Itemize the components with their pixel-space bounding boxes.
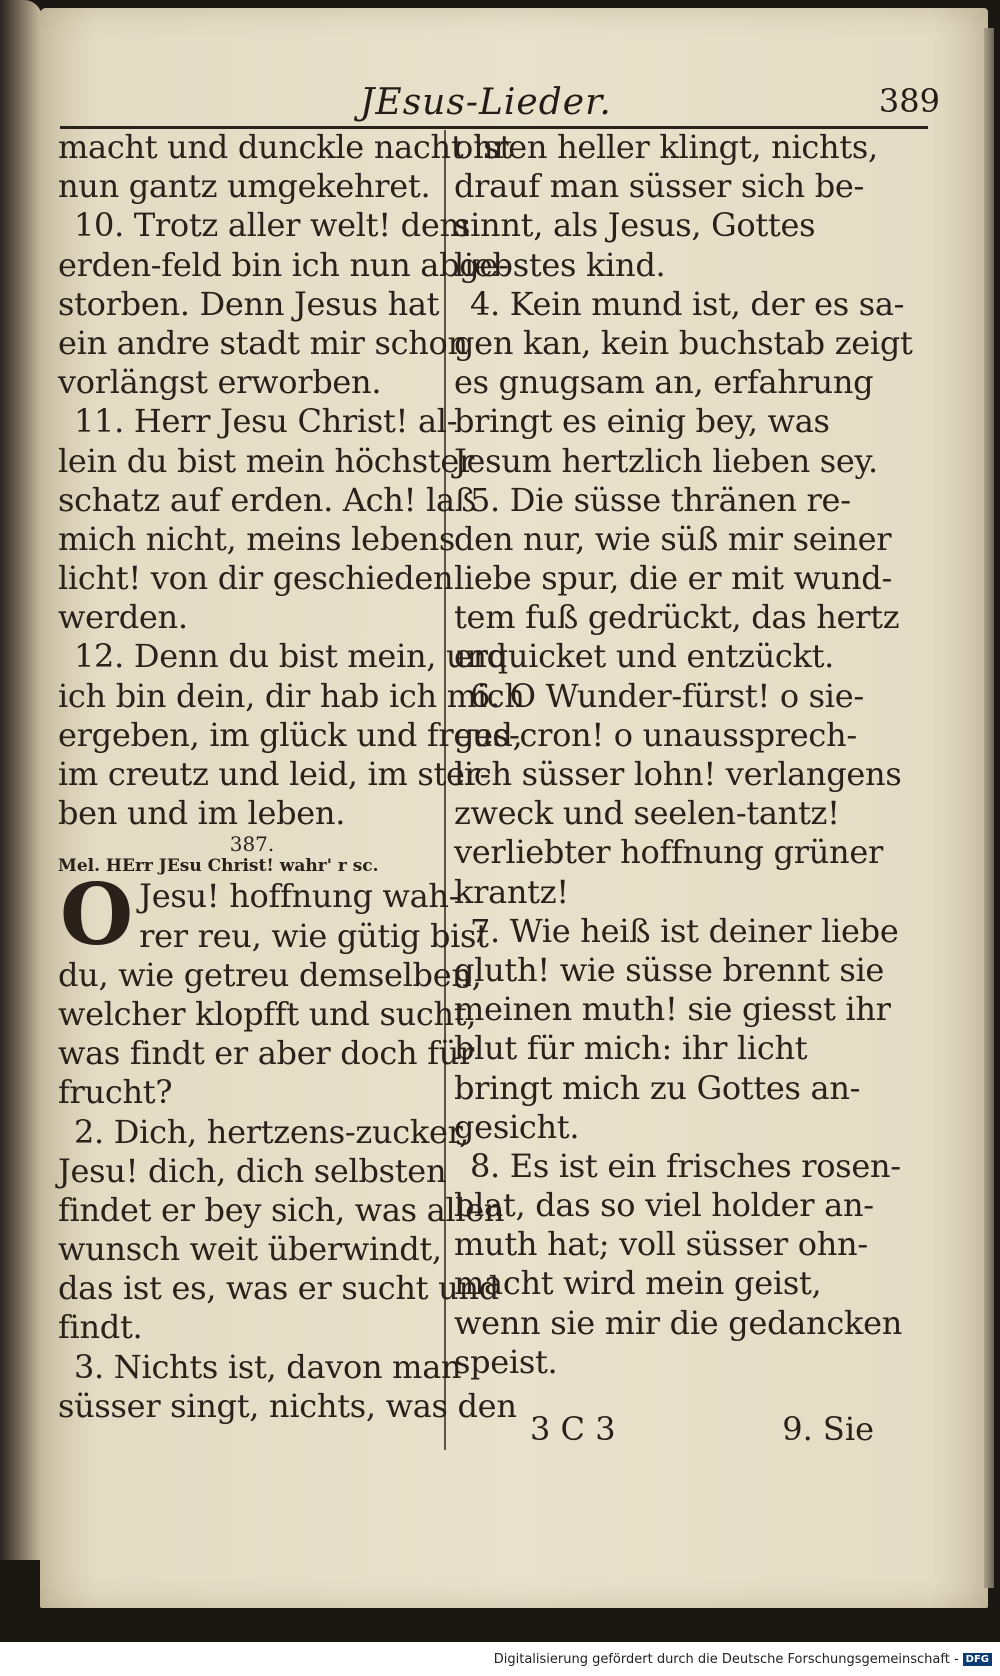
text-line: frucht?	[58, 1073, 173, 1112]
text-line: gesicht.	[454, 1107, 580, 1146]
text-line: bringt mich zu Gottes an-	[454, 1068, 861, 1107]
text-line: ein andre stadt mir schon	[58, 323, 468, 362]
text-line: sinnt, als Jesus, Gottes	[454, 206, 816, 245]
text-line: wunsch weit überwindt,	[58, 1230, 442, 1269]
text-line: 12. Denn du bist mein, und	[74, 637, 507, 676]
text-line: verliebter hoffnung grüner	[454, 833, 883, 872]
text-line: erquicket und entzückt.	[454, 637, 835, 676]
facing-page-edge	[0, 0, 42, 1560]
text-line: drauf man süsser sich be-	[454, 167, 865, 206]
text-line: ben und im leben.	[58, 794, 346, 833]
text-line: wenn sie mir die gedancken	[454, 1303, 903, 1342]
text-line: gluth! wie süsse brennt sie	[454, 950, 885, 989]
text-line: den nur, wie süß mir seiner	[454, 519, 892, 558]
text-line: 8. Es ist ein frisches rosen-	[470, 1146, 901, 1185]
text-line: gen kan, kein buchstab zeigt	[454, 323, 913, 362]
text-line: tem fuß gedrückt, das hertz	[454, 598, 900, 637]
text-line: 7. Wie heiß ist deiner liebe	[470, 911, 899, 950]
text-line: 11. Herr Jesu Christ! al-	[74, 402, 458, 441]
text-line: licht! von dir geschieden	[58, 559, 454, 598]
text-line: 4. Kein mund ist, der es sa-	[470, 284, 905, 323]
signature-mark: 3 C 3	[530, 1410, 616, 1448]
credit-text: Digitalisierung gefördert durch die Deutsche Forschungsgemeinschaft -	[493, 1652, 959, 1667]
text-line: liebstes kind.	[454, 245, 666, 284]
text-line: nun gantz umgekehret.	[58, 167, 431, 206]
text-line: zweck und seelen-tantz!	[454, 794, 840, 833]
melody-line: Mel. HErr JEsu Christ! wahr' r sc.	[58, 856, 379, 877]
text-line: 5. Die süsse thränen re-	[470, 480, 851, 519]
text-line: was findt er aber doch für	[58, 1034, 475, 1073]
text-line: lich süsser lohn! verlangens	[454, 755, 902, 793]
text-line: rer reu, wie gütig bist	[139, 916, 489, 955]
running-head	[60, 82, 940, 129]
running-title: JEsus-Lieder.	[360, 82, 612, 123]
text-line: storben. Denn Jesus hat	[58, 284, 440, 323]
text-line: macht und dunckle nacht ist	[58, 128, 512, 166]
text-line: werden.	[58, 598, 188, 637]
text-line: mich nicht, meins lebens	[58, 519, 456, 558]
text-line: schatz auf erden. Ach! laß	[58, 480, 476, 519]
text-line: Jesum hertzlich lieben sey.	[454, 441, 878, 480]
text-line: ich bin dein, dir hab ich mich	[58, 676, 525, 715]
page-number: 389	[878, 82, 940, 120]
catchword: 9. Sie	[782, 1410, 874, 1448]
drop-cap: O	[60, 865, 134, 965]
credit-line	[494, 1652, 992, 1667]
text-line: ges-cron! o unaussprech-	[454, 715, 857, 754]
text-line: du, wie getreu demselben,	[58, 955, 482, 994]
text-line: blat, das so viel holder an-	[454, 1186, 874, 1225]
credit-bar	[0, 1642, 1000, 1676]
text-line: meinen muth! sie giesst ihr	[454, 990, 891, 1029]
text-line: liebe spur, die er mit wund-	[454, 559, 892, 598]
text-line: 2. Dich, hertzens-zucker,	[74, 1112, 469, 1151]
text-line: findet er bey sich, was allen	[58, 1190, 505, 1229]
text-line: muth hat; voll süsser ohn-	[454, 1225, 868, 1264]
text-line: vorlängst erworben.	[58, 363, 382, 402]
text-line: welcher klopfft und sucht,	[58, 994, 477, 1033]
hymn-number: 387.	[229, 832, 275, 857]
text-line: speist.	[454, 1342, 558, 1381]
text-line: findt.	[58, 1308, 143, 1347]
right-column-text	[454, 128, 913, 1382]
text-line: es gnugsam an, erfahrung	[454, 363, 874, 402]
dfg-logo: DFG	[963, 1653, 992, 1666]
text-line: 6. O Wunder-fürst! o sie-	[470, 676, 864, 715]
text-line: macht wird mein geist,	[454, 1264, 822, 1303]
page-fore-edge	[984, 28, 994, 1588]
text-line: erden-feld bin ich nun abge-	[58, 245, 509, 284]
text-line: krantz!	[454, 872, 569, 911]
text-line: das ist es, was er sucht und	[58, 1269, 499, 1308]
text-line: lein du bist mein höchster	[58, 441, 475, 480]
text-line: Jesu! hoffnung wah-	[139, 877, 460, 916]
text-line: süsser singt, nichts, was den	[58, 1386, 517, 1425]
text-line: bringt es einig bey, was	[454, 402, 830, 441]
right-column	[454, 128, 913, 1382]
text-line: ergeben, im glück und freud,	[58, 715, 523, 754]
text-line: 3. Nichts ist, davon man	[74, 1347, 462, 1386]
text-line: 10. Trotz aller welt! dem	[74, 206, 470, 245]
text-line: Jesu! dich, dich selbsten	[58, 1151, 447, 1190]
book-page	[40, 8, 988, 1608]
text-line: ohren heller klingt, nichts,	[454, 128, 878, 166]
left-column-text-a	[58, 128, 525, 833]
text-line: blut für mich: ihr licht	[454, 1029, 808, 1068]
text-line: im creutz und leid, im ster-	[58, 755, 491, 793]
